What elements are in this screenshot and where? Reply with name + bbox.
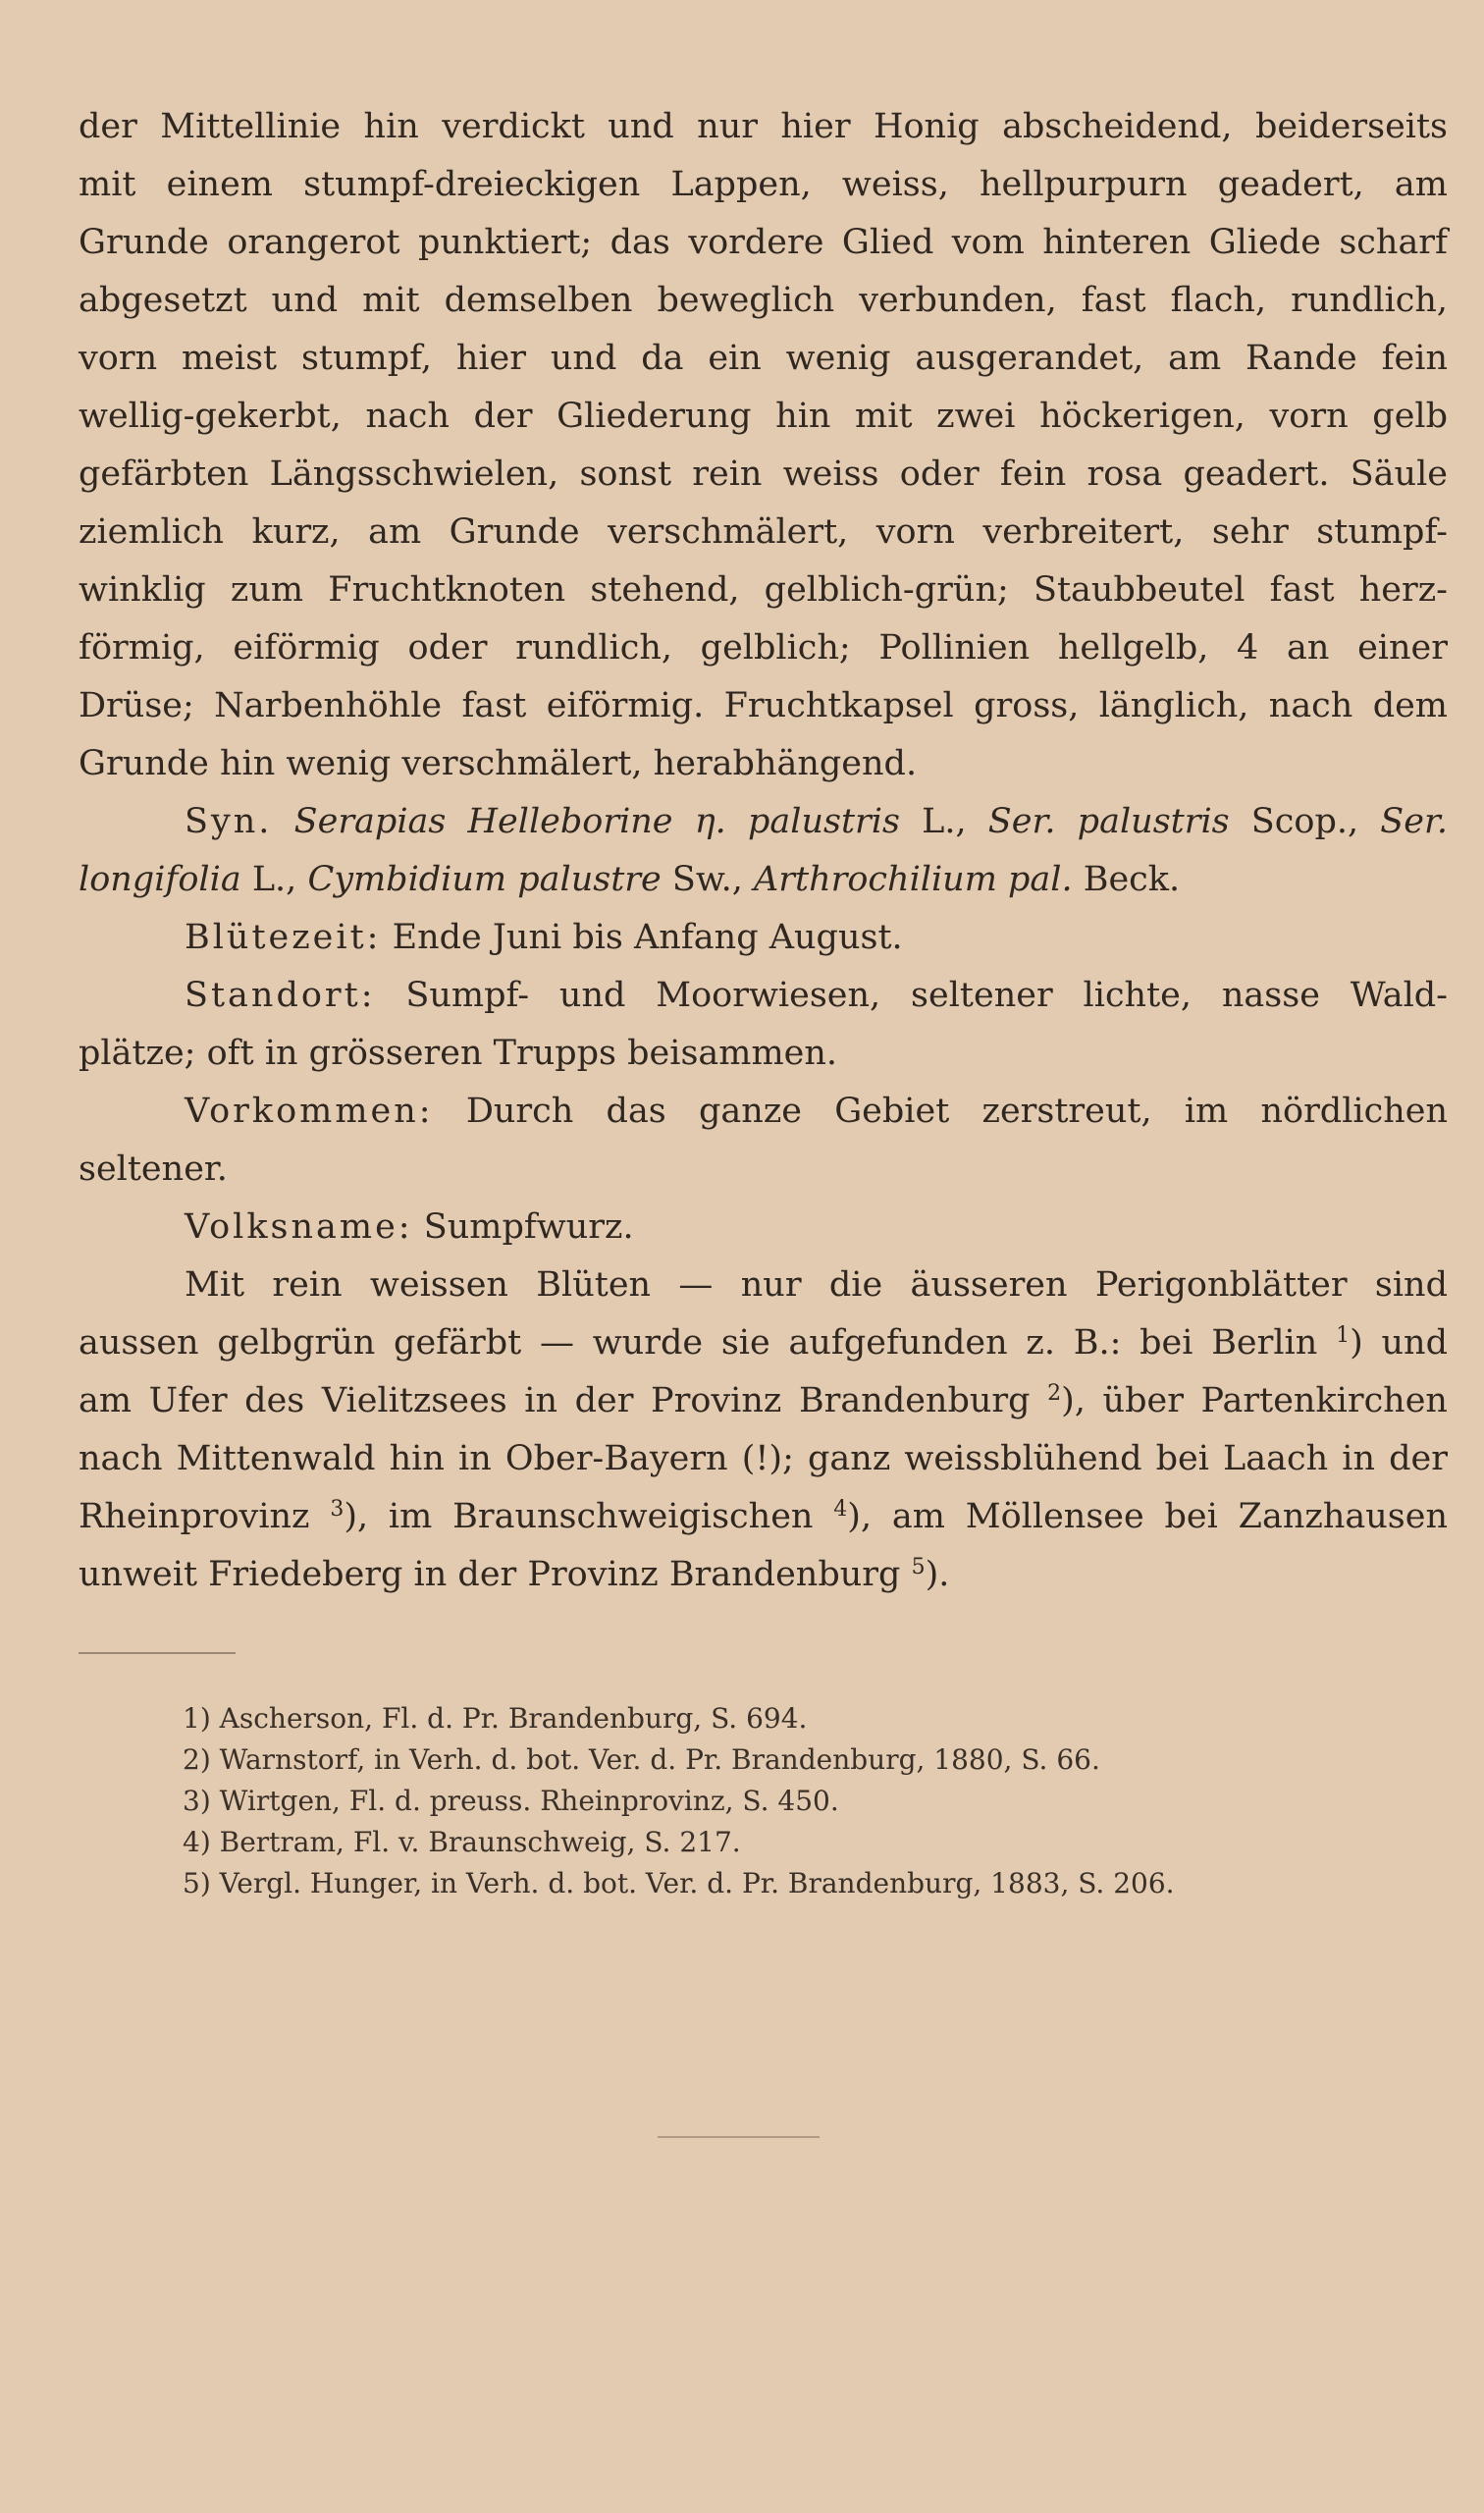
footnotes (183, 1698, 1400, 1904)
synonym-author: Beck. (1072, 860, 1181, 899)
footnote-ref: 4 (833, 1497, 848, 1522)
text-line: mit einem stumpf-dreieckigen Lappen, weiss, hellpurpurn geadert, am (79, 165, 1448, 204)
text-line: Grunde hin wenig verschmälert, herabhängend. (79, 744, 918, 783)
volksname-text: Sumpfwurz. (412, 1207, 634, 1247)
synonyms-label: Syn. (185, 802, 273, 841)
text-line: Mit rein weissen Blüten — nur die äusseren Perigonblätter sind (185, 1265, 1448, 1305)
bluetezeit-line (79, 909, 1448, 967)
footnote: 4) Bertram, Fl. v. Braunschweig, S. 217. (183, 1826, 741, 1858)
synonym-name: longifolia (79, 860, 241, 899)
footnote: 3) Wirtgen, Fl. d. preuss. Rheinprovinz, S. 450. (183, 1785, 839, 1817)
text-line: wellig-gekerbt, nach der Gliederung hin mit zwei höckerigen, vorn gelb (79, 397, 1448, 436)
vorkommen-line: seltener. (79, 1150, 228, 1189)
text-line: Drüse; Narbenhöhle fast eiförmig. Fruchtkapsel gross, länglich, nach dem (79, 686, 1448, 725)
footnote-ref: 1 (1336, 1323, 1351, 1348)
standort-line (79, 967, 1448, 1025)
text-line (79, 1488, 1448, 1546)
text-line (79, 1314, 1448, 1372)
description-paragraph (79, 98, 1448, 793)
synonym-name: Serapias Helleborine η. palustris (293, 802, 900, 841)
text-segment: ) und (1350, 1323, 1448, 1363)
synonym-name: Arthrochilium pal. (754, 860, 1073, 899)
text-segment: aussen gelbgrün gefärbt — wurde sie aufgefunden z. B.: bei Berlin (79, 1323, 1318, 1363)
text-line: vorn meist stumpf, hier und da ein wenig ausgerandet, am Rande fein (79, 339, 1448, 378)
vorkommen-text: Durch das ganze Gebiet zerstreut, im nördlichen (433, 1092, 1448, 1131)
volksname-paragraph (79, 1199, 1448, 1256)
vorkommen-label: Vorkommen: (185, 1092, 434, 1131)
footnote-ref: 2 (1047, 1381, 1062, 1406)
synonyms-paragraph (79, 793, 1448, 909)
page-end-rule (658, 2136, 820, 2138)
white-flowers-paragraph (79, 1256, 1448, 1604)
footnote-divider (79, 1652, 236, 1654)
synonym-author: L., (899, 802, 988, 841)
text-line: der Mittellinie hin verdickt und nur hier Honig abscheidend, beiderseits (79, 107, 1448, 146)
synonym-author: Scop., (1229, 802, 1381, 841)
bluetezeit-paragraph (79, 909, 1448, 967)
synonym-author: Sw., (661, 860, 755, 899)
text-segment: unweit Friedeberg in der Provinz Brandenburg (79, 1555, 901, 1594)
text-segment: ), über Partenkirchen (1061, 1381, 1448, 1420)
text-line: ziemlich kurz, am Grunde verschmälert, vorn verbreitert, sehr stumpf- (79, 512, 1448, 552)
synonyms-line (79, 793, 1448, 851)
text-segment: ), im Braunschweigischen (344, 1497, 814, 1536)
standort-label: Standort: (185, 976, 376, 1015)
text-line: abgesetzt und mit demselben beweglich verbunden, fast flach, rundlich, (79, 281, 1448, 320)
bluetezeit-label: Blütezeit: (185, 918, 382, 957)
standort-paragraph (79, 967, 1448, 1083)
text-segment: ), am Möllensee bei Zanzhausen (847, 1497, 1448, 1536)
text-line: gefärbten Längsschwielen, sonst rein weiss oder fein rosa geadert. Säule (79, 454, 1448, 494)
standort-text: Sumpf- und Moorwiesen, seltener lichte, nasse Wald- (375, 976, 1448, 1015)
vorkommen-line (79, 1083, 1448, 1141)
standort-line: plätze; oft in grösseren Trupps beisammen. (79, 1034, 838, 1073)
volksname-line (79, 1199, 1448, 1256)
text-line: nach Mittenwald hin in Ober-Bayern (!); ganz weissblühend bei Laach in der (79, 1439, 1448, 1478)
footnote: 1) Ascherson, Fl. d. Pr. Brandenburg, S. 694. (183, 1702, 808, 1735)
footnote-ref: 5 (911, 1555, 926, 1579)
text-segment: am Ufer des Vielitzsees in der Provinz Brandenburg (79, 1381, 1031, 1420)
footnote-ref: 3 (330, 1497, 344, 1522)
synonym-author: L., (240, 860, 308, 899)
text-segment: ). (925, 1555, 950, 1594)
text-segment: Rheinprovinz (79, 1497, 310, 1536)
page-body (79, 98, 1448, 1604)
synonym-name: Cymbidium palustre (307, 860, 662, 899)
text-line: winklig zum Fruchtknoten stehend, gelblich-grün; Staubbeutel fast herz- (79, 570, 1448, 610)
text-line: förmig, eiförmig oder rundlich, gelblich; Pollinien hellgelb, 4 an einer (79, 628, 1448, 668)
vorkommen-paragraph (79, 1083, 1448, 1199)
synonym-name: Ser. (1380, 802, 1448, 841)
footnote: 5) Vergl. Hunger, in Verh. d. bot. Ver. d. Pr. Brandenburg, 1883, S. 206. (183, 1867, 1175, 1899)
synonym-name: Ser. palustris (987, 802, 1230, 841)
text-line: Grunde orangerot punktiert; das vordere Glied vom hinteren Gliede scharf (79, 223, 1448, 262)
bluetezeit-text: Ende Juni bis Anfang August. (381, 918, 903, 957)
footnote: 2) Warnstorf, in Verh. d. bot. Ver. d. Pr. Brandenburg, 1880, S. 66. (183, 1743, 1100, 1776)
text-line (79, 1372, 1448, 1430)
text-line (79, 1546, 1448, 1604)
volksname-label: Volksname: (185, 1207, 413, 1247)
synonyms-line (79, 851, 1448, 909)
